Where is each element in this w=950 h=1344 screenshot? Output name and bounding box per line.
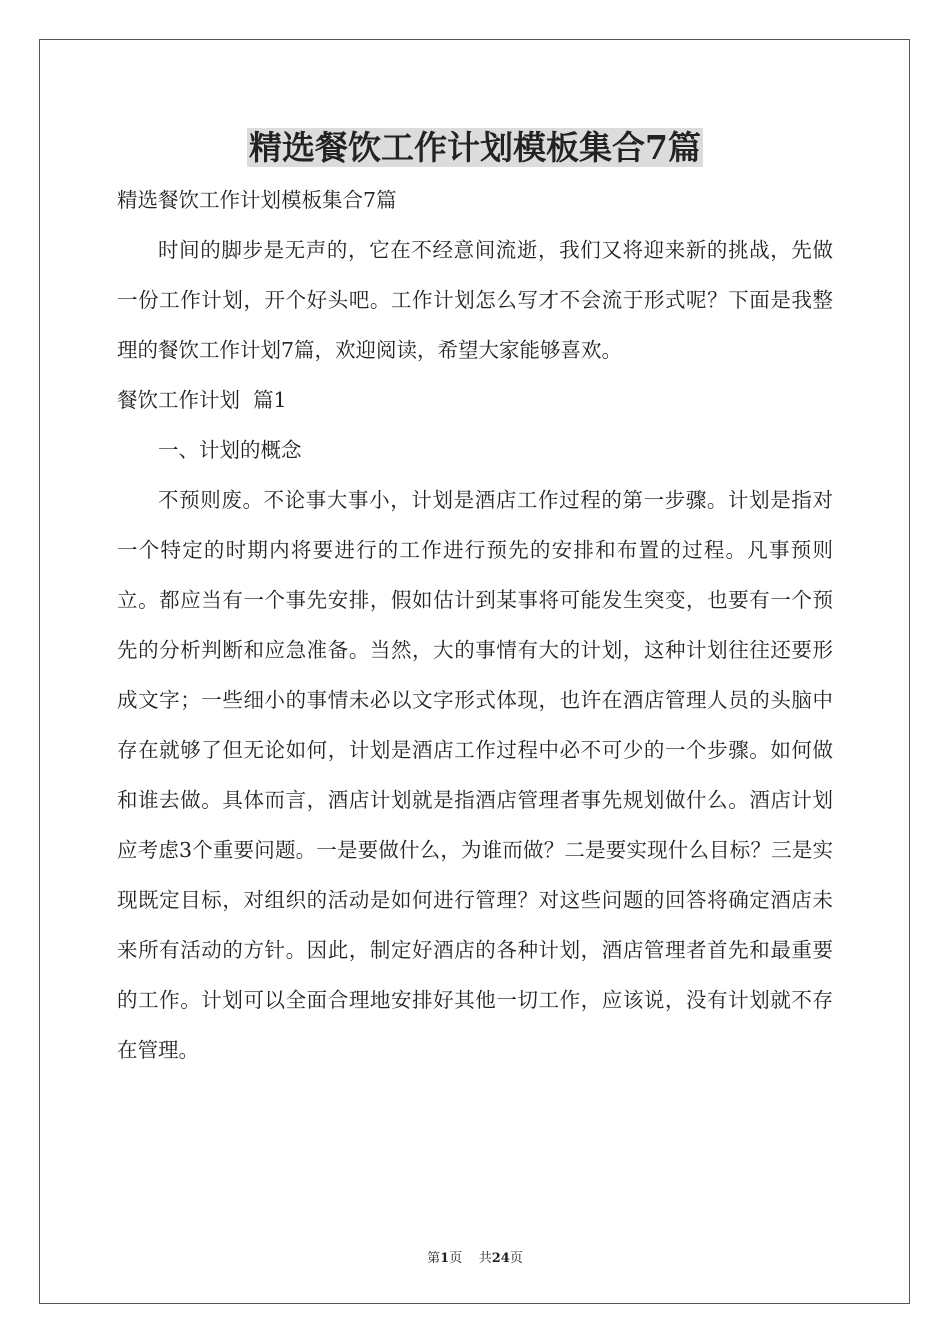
page-footer <box>0 1247 950 1266</box>
subtitle: 精选餐饮工作计划模板集合7篇 <box>117 188 397 212</box>
page-suffix: 页 <box>449 1251 463 1266</box>
total-suffix: 页 <box>509 1251 523 1266</box>
total-pages: 24 <box>491 1251 510 1266</box>
subheading: 一、计划的概念 <box>158 438 302 462</box>
document-title-text: 精选餐饮工作计划模板集合7篇 <box>249 128 701 167</box>
intro-paragraph: 时间的脚步是无声的，它在不经意间流逝，我们又将迎来新的挑战，先做一份工作计划，开个好头吧。工作计划怎么写才不会流于形式呢？下面是我整理的餐饮工作计划7篇，欢迎阅读，希望大家能够喜欢。 <box>117 238 833 362</box>
document-body <box>117 175 833 1075</box>
section-heading: 餐饮工作计划 篇1 <box>117 388 287 412</box>
page-number: 1 <box>440 1251 450 1266</box>
page-prefix: 第 <box>427 1251 441 1266</box>
body-paragraph: 不预则废。不论事大事小，计划是酒店工作过程的第一步骤。计划是指对一个特定的时期内将要进行的工作进行预先的安排和布置的过程。凡事预则立。都应当有一个事先安排，假如估计到某事将可能发生突变，也要有一个预先的分析判断和应急准备。当然，大的事情有大的计划，这种计划往往还要形成文字；一些细小的事情未必以文字形式体现，也许在酒店管理人员的头脑中存在就够了但无论如何，计划是酒店工作过程中必不可少的一个步骤。如何做和谁去做。具体而言，酒店计划就是指酒店管理者事先规划做什么。酒店计划应考虑3个重要问题。一是要做什么，为谁而做？二是要实现什么目标？三是实现既定目标，对组织的活动是如何进行管理？对这些问题的回答将确定酒店未来所有活动的方针。因此，制定好酒店的各种计划，酒店管理者首先和最重要的工作。计划可以全面合理地安排好其他一切工作，应该说，没有计划就不存在管理。 <box>117 488 833 1062</box>
document-title <box>0 126 950 170</box>
total-prefix: 共 <box>478 1251 492 1266</box>
